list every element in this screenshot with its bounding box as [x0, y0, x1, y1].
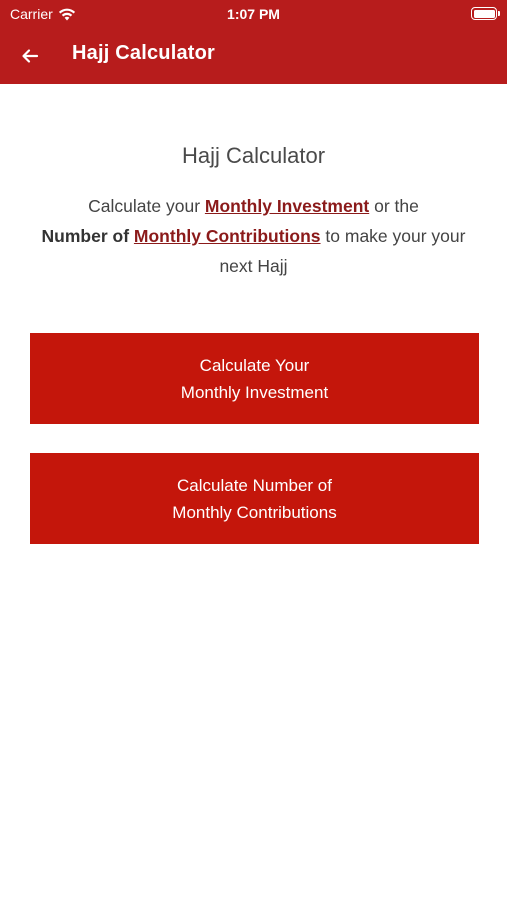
- description-part3: to make your your next Hajj: [219, 226, 466, 276]
- status-bar: [0, 0, 507, 28]
- description-text: [40, 191, 467, 281]
- description-part1: Calculate your: [88, 196, 205, 216]
- button-label-line2: Monthly Investment: [180, 382, 329, 402]
- description-bold: Number of: [41, 226, 130, 246]
- page-title: Hajj Calculator: [181, 143, 326, 168]
- calculate-number-of-contributions-button[interactable]: [30, 453, 479, 544]
- calculate-monthly-investment-button[interactable]: [30, 333, 479, 424]
- arrow-left-icon: [21, 48, 39, 64]
- nav-title: Hajj Calculator: [72, 42, 216, 64]
- navigation-bar: [0, 28, 507, 84]
- carrier-label: Carrier: [10, 6, 53, 22]
- monthly-contributions-link[interactable]: Monthly Contributions: [133, 226, 321, 246]
- monthly-investment-link[interactable]: Monthly Investment: [204, 196, 370, 216]
- button-label-line1: Calculate Number of: [177, 475, 332, 495]
- battery-icon: [471, 7, 497, 20]
- button-label-line2: Monthly Contributions: [172, 502, 337, 522]
- button-label-line1: Calculate Your: [199, 355, 310, 375]
- description-part2: or the: [369, 196, 419, 216]
- back-button[interactable]: [14, 40, 46, 72]
- app-header: [0, 0, 507, 84]
- status-time: 1:07 PM: [227, 6, 280, 22]
